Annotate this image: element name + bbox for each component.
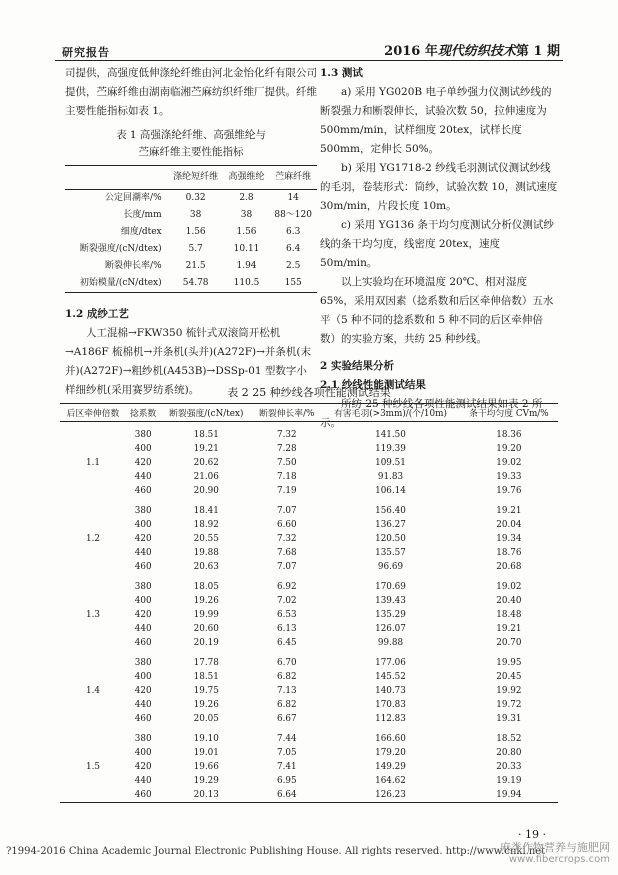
table-cell: 96.69 — [377, 562, 404, 572]
table-cell: 20.40 — [496, 596, 522, 606]
table1-caption-line2: 苎麻纤维主要性能指标 — [138, 146, 244, 158]
table-row — [60, 594, 558, 608]
section-2-title: 2 实验结果分析 — [320, 360, 394, 372]
table-cell: 20.63 — [193, 562, 219, 572]
table-cell: 6.82 — [276, 700, 297, 710]
table-cell: 155 — [269, 275, 317, 293]
table-cell: 119.39 — [375, 444, 406, 454]
table-cell: 7.18 — [276, 472, 297, 482]
table-cell: 20.70 — [496, 638, 522, 648]
table-cell: 18.51 — [193, 672, 219, 682]
draft-group — [60, 422, 558, 499]
table-cell: 7.44 — [276, 734, 297, 744]
table-row — [60, 574, 558, 594]
table-cell: 7.05 — [276, 748, 297, 758]
table-cell: 140.73 — [375, 686, 406, 696]
table2-header-5: 条干均匀度 CVm/% — [460, 404, 558, 422]
table-cell: 54.78 — [168, 275, 224, 293]
table-cell: 6.53 — [276, 610, 297, 620]
table-cell: 440 — [134, 624, 152, 634]
table-cell: 99.88 — [377, 638, 404, 648]
table-cell: 19.99 — [193, 610, 219, 620]
draft-ratio-cell: 1.3 — [86, 610, 101, 620]
table-cell: 149.29 — [375, 762, 406, 772]
table1-header-3: 苎麻纤维 — [269, 166, 317, 190]
table-cell: 126.07 — [375, 624, 406, 634]
test-c-paragraph: c) 采用 YG136 条干均匀度测试分析仪测试纱线的条干均匀度，线密度 20tex，速度 50m/min。 — [320, 219, 554, 269]
table2-header-3: 断裂伸长率/% — [252, 404, 321, 422]
table-cell: 19.10 — [193, 734, 219, 744]
draft-group — [60, 650, 558, 726]
table-row — [60, 442, 558, 456]
table-cell: 109.51 — [375, 458, 406, 468]
property-label: 断裂强度/(cN/dtex) — [79, 244, 162, 254]
intro-paragraph: 司提供，高强度低伸涤纶纤维由河北金怡化纤有限公司提供，苎麻纤维由湖南临湘苎麻纺织纤维厂提供。纤维主要性能指标如表 1。 — [65, 67, 317, 117]
table-cell: 18.76 — [496, 548, 522, 558]
table-cell: 19.88 — [193, 548, 219, 558]
table-cell: 136.27 — [375, 520, 406, 530]
table-cell: 17.78 — [193, 658, 219, 668]
draft-group — [60, 498, 558, 574]
table-cell: 460 — [134, 486, 152, 496]
table-cell: 139.43 — [375, 596, 406, 606]
table1-header-2: 高强维纶 — [224, 166, 270, 190]
table-cell: 1.94 — [236, 261, 257, 271]
table-cell: 7.32 — [276, 534, 297, 544]
table-row — [60, 470, 558, 484]
section-2-1-body: 所纺 25 种纱线各项性能测试结果如表 2 所示。 — [320, 398, 543, 429]
table-cell: 380 — [134, 658, 152, 668]
table-row — [60, 546, 558, 560]
table-cell: 2.5 — [286, 261, 301, 271]
table-cell: 6.70 — [276, 658, 297, 668]
table-cell: 18.52 — [496, 734, 522, 744]
table-cell: 19.72 — [496, 700, 522, 710]
table1-caption — [65, 127, 317, 161]
table-row — [60, 532, 558, 546]
table-cell: 6.82 — [276, 672, 297, 682]
table-cell: 18.41 — [193, 506, 219, 516]
table-cell: 380 — [134, 506, 152, 516]
table-cell: 110.5 — [224, 275, 270, 293]
table-cell: 6.60 — [276, 520, 297, 530]
table-row — [65, 190, 317, 208]
table-cell: 88～120 — [274, 210, 312, 220]
table2 — [60, 403, 558, 803]
table-cell: 6.3 — [286, 227, 301, 237]
table-cell: 400 — [134, 444, 152, 454]
table-row — [60, 774, 558, 788]
table-cell: 440 — [134, 776, 152, 786]
table-cell: 20.90 — [193, 486, 219, 496]
table-cell: 1.56 — [236, 227, 257, 237]
table-cell: 106.14 — [375, 486, 406, 496]
table2-header-2: 断裂强度/(cN/tex) — [160, 404, 252, 422]
test-a-paragraph: a) 采用 YG020B 电子单纱强力仪测试纱线的断裂强力和断裂伸长，试验次数 50，拉伸速度为 500mm/min，试样细度 20tex，试样长度 500mm，定伸长 50%。 — [320, 86, 552, 155]
watermark-url: www.fibercrops.com — [508, 854, 610, 865]
table-cell: 19.31 — [496, 714, 522, 724]
table-cell: 19.02 — [496, 458, 522, 468]
table-cell: 420 — [134, 458, 152, 468]
table-row — [60, 608, 558, 622]
table-cell: 400 — [134, 672, 152, 682]
property-label: 细度/dtex — [120, 227, 162, 237]
table-cell: 135.57 — [375, 548, 406, 558]
table-cell: 380 — [134, 734, 152, 744]
draft-group — [60, 574, 558, 650]
table-row — [60, 684, 558, 698]
table-cell: 21.06 — [193, 472, 219, 482]
table-row — [60, 560, 558, 574]
table-row — [60, 456, 558, 470]
table-cell: 145.52 — [375, 672, 406, 682]
table-cell: 141.50 — [375, 430, 406, 440]
table-cell: 6.95 — [276, 776, 297, 786]
table-cell: 20.19 — [193, 638, 219, 648]
table-cell: 38 — [240, 210, 253, 220]
table-row — [60, 788, 558, 803]
table2-header-0: 后区牵伸倍数 — [60, 404, 126, 422]
table-cell: 20.05 — [193, 714, 219, 724]
section-1-2-body: 人工混棉→FKW350 梳针式双滚筒开松机→A186F 梳棉机→并条机(头并)(A272F)→并条机(末并)(A272F)→粗纱机(A453B)→DSSp-01 型数字小样细纱机(采用赛罗纺系统)。 — [65, 327, 312, 396]
table-cell: 19.76 — [496, 486, 522, 496]
table-cell: 6.45 — [276, 638, 297, 648]
table-cell: 135.29 — [375, 610, 406, 620]
right-column — [320, 64, 558, 433]
table-cell: 6.92 — [276, 582, 297, 592]
table-cell: 19.95 — [496, 658, 522, 668]
table-cell: 7.19 — [276, 486, 297, 496]
header-rule — [55, 60, 563, 61]
table-cell: 19.26 — [193, 700, 219, 710]
table-cell: 20.13 — [160, 788, 252, 803]
table-cell: 0.32 — [185, 193, 206, 203]
table-cell: 38 — [189, 210, 202, 220]
table-cell: 6.64 — [252, 788, 321, 803]
table2-header-4: 有害毛羽(>3mm)/(个/10m) — [321, 404, 459, 422]
table-cell: 19.21 — [496, 624, 522, 634]
table-cell: 20.60 — [193, 624, 219, 634]
table-row — [65, 275, 317, 293]
table-cell: 18.36 — [496, 430, 522, 440]
property-label: 断裂伸长率/% — [105, 261, 162, 271]
table-row — [60, 518, 558, 532]
table-cell: 19.21 — [193, 444, 219, 454]
table-cell: 7.13 — [276, 686, 297, 696]
table2-block — [60, 384, 558, 803]
property-label: 初始模量/(cN/dtex) — [65, 275, 168, 293]
table-cell: 2.8 — [239, 193, 254, 203]
table-cell: 19.33 — [496, 472, 522, 482]
table-cell: 420 — [134, 610, 152, 620]
table-cell: 460 — [134, 562, 152, 572]
table-cell: 380 — [134, 430, 152, 440]
table-cell: 440 — [134, 548, 152, 558]
test-b-paragraph: b) 采用 YG1718-2 纱线毛羽测试仪测试纱线的毛羽，卷装形式：筒纱，试验次数 10，测试速度 30m/min，片段长度 10m。 — [320, 162, 558, 212]
journal-name: 现代纺织技术 — [437, 44, 516, 59]
table-cell: 177.06 — [375, 658, 406, 668]
table-row — [65, 258, 317, 275]
table-cell: 440 — [134, 472, 152, 482]
journal-header — [384, 40, 560, 59]
table-cell: 21.5 — [185, 261, 206, 271]
table-cell: 126.23 — [321, 788, 459, 803]
section-1-3-title: 1.3 测试 — [320, 67, 363, 79]
table-cell: 20.45 — [496, 672, 522, 682]
journal-year: 2016 年 — [384, 44, 438, 59]
table-cell: 7.07 — [276, 506, 297, 516]
table-cell: 19.92 — [496, 686, 522, 696]
table-row — [60, 760, 558, 774]
table-cell: 19.01 — [193, 748, 219, 758]
table-cell: 14 — [287, 193, 299, 203]
table-row — [60, 726, 558, 746]
table-cell: 18.05 — [193, 582, 219, 592]
table-cell: 19.34 — [496, 534, 522, 544]
table-row — [60, 670, 558, 684]
table-cell: 20.04 — [496, 520, 522, 530]
table-cell: 19.94 — [460, 788, 558, 803]
table-cell: 400 — [134, 748, 152, 758]
copyright-footer: ?1994-2016 China Academic Journal Electronic Publishing House. All rights reserved. http://www.cnki.net — [6, 846, 546, 857]
table-cell: 170.83 — [375, 700, 406, 710]
table-row — [60, 650, 558, 670]
table-cell: 120.50 — [375, 534, 406, 544]
draft-ratio-cell: 1.5 — [60, 726, 126, 803]
table1-caption-line1: 表 1 高强涤纶纤维、高强维纶与 — [116, 129, 266, 141]
table1 — [65, 165, 317, 293]
table-cell: 7.32 — [276, 430, 297, 440]
table-cell: 20.80 — [496, 748, 522, 758]
table-cell: 170.69 — [375, 582, 406, 592]
table-cell: 179.20 — [375, 748, 406, 758]
table-cell: 7.50 — [276, 458, 297, 468]
table-cell: 20.55 — [193, 534, 219, 544]
draft-group — [60, 726, 558, 803]
table-row — [65, 241, 317, 258]
table-cell: 400 — [134, 520, 152, 530]
table-row — [60, 498, 558, 518]
watermark-title: 麻类作物营养与施肥网 — [500, 841, 610, 854]
table-cell: 6.13 — [276, 624, 297, 634]
draft-ratio-cell: 1.2 — [86, 534, 101, 544]
table-row — [60, 622, 558, 636]
table-cell: 18.51 — [193, 430, 219, 440]
table2-header-1: 捻系数 — [126, 404, 160, 422]
table-row — [60, 422, 558, 443]
table-cell: 440 — [134, 700, 152, 710]
table-row — [60, 712, 558, 726]
table-cell: 156.40 — [375, 506, 406, 516]
table2-caption: 表 2 25 种纱线各项性能测试结果 — [227, 386, 391, 399]
table-cell: 112.83 — [375, 714, 406, 724]
draft-ratio-cell: 1.1 — [86, 458, 101, 468]
table1-header-1: 涤纶短纤维 — [168, 166, 224, 190]
table1-header-0 — [65, 166, 168, 190]
table-cell: 18.92 — [193, 520, 219, 530]
table-cell: 7.02 — [276, 596, 297, 606]
section-2-1-title: 2.1 纱线性能测试结果 — [320, 379, 426, 391]
table-cell: 19.02 — [496, 582, 522, 592]
table-cell: 420 — [134, 686, 152, 696]
table-cell: 19.21 — [496, 506, 522, 516]
conditions-paragraph: 以上实验均在环境温度 20℃、相对湿度 65%，采用双因素（捻系数和后区牵伸倍数）五水平（5 种不同的捻系数和 5 种不同的后区牵伸倍数）的实验方案，共纺 25 种纱线。 — [320, 276, 554, 345]
table-cell: 20.33 — [496, 762, 522, 772]
table-cell: 1.56 — [185, 227, 206, 237]
table-cell: 19.26 — [193, 596, 219, 606]
table-row — [60, 484, 558, 498]
table-cell: 7.28 — [276, 444, 297, 454]
table-cell: 20.68 — [496, 562, 522, 572]
left-column — [65, 64, 317, 400]
draft-ratio-cell: 1.4 — [86, 686, 101, 696]
table-row — [65, 207, 317, 224]
section-label: 研究报告 — [62, 46, 110, 59]
table-cell: 380 — [134, 582, 152, 592]
table-cell: 460 — [134, 638, 152, 648]
table-row — [60, 746, 558, 760]
table-row — [60, 636, 558, 650]
table-cell: 19.29 — [193, 776, 219, 786]
watermark — [500, 842, 610, 866]
table-cell: 420 — [134, 534, 152, 544]
table-cell: 20.62 — [193, 458, 219, 468]
table-cell: 19.19 — [496, 776, 522, 786]
table-cell: 7.07 — [276, 562, 297, 572]
table-row — [65, 224, 317, 241]
table-row — [60, 698, 558, 712]
property-label: 长度/mm — [123, 210, 162, 220]
table-cell: 6.67 — [276, 714, 297, 724]
table-cell: 460 — [134, 714, 152, 724]
table-cell: 166.60 — [375, 734, 406, 744]
table-cell: 10.11 — [233, 244, 260, 254]
table-cell: 420 — [134, 762, 152, 772]
property-label: 公定回潮率/% — [105, 193, 162, 203]
table-cell: 18.48 — [496, 610, 522, 620]
table-cell: 19.75 — [193, 686, 219, 696]
table-cell: 19.20 — [496, 444, 522, 454]
section-1-2-title: 1.2 成纱工艺 — [65, 308, 129, 320]
table-cell: 6.4 — [286, 244, 301, 254]
page-number: · 19 · — [518, 828, 546, 841]
journal-issue: 第 1 期 — [515, 44, 560, 59]
table-cell: 7.68 — [276, 548, 297, 558]
table-cell: 5.7 — [188, 244, 203, 254]
table-cell: 400 — [134, 596, 152, 606]
table-cell: 19.66 — [193, 762, 219, 772]
table-cell: 164.62 — [375, 776, 406, 786]
table-cell: 91.83 — [377, 472, 404, 482]
table-cell: 7.41 — [276, 762, 297, 772]
table-cell: 460 — [126, 788, 160, 803]
